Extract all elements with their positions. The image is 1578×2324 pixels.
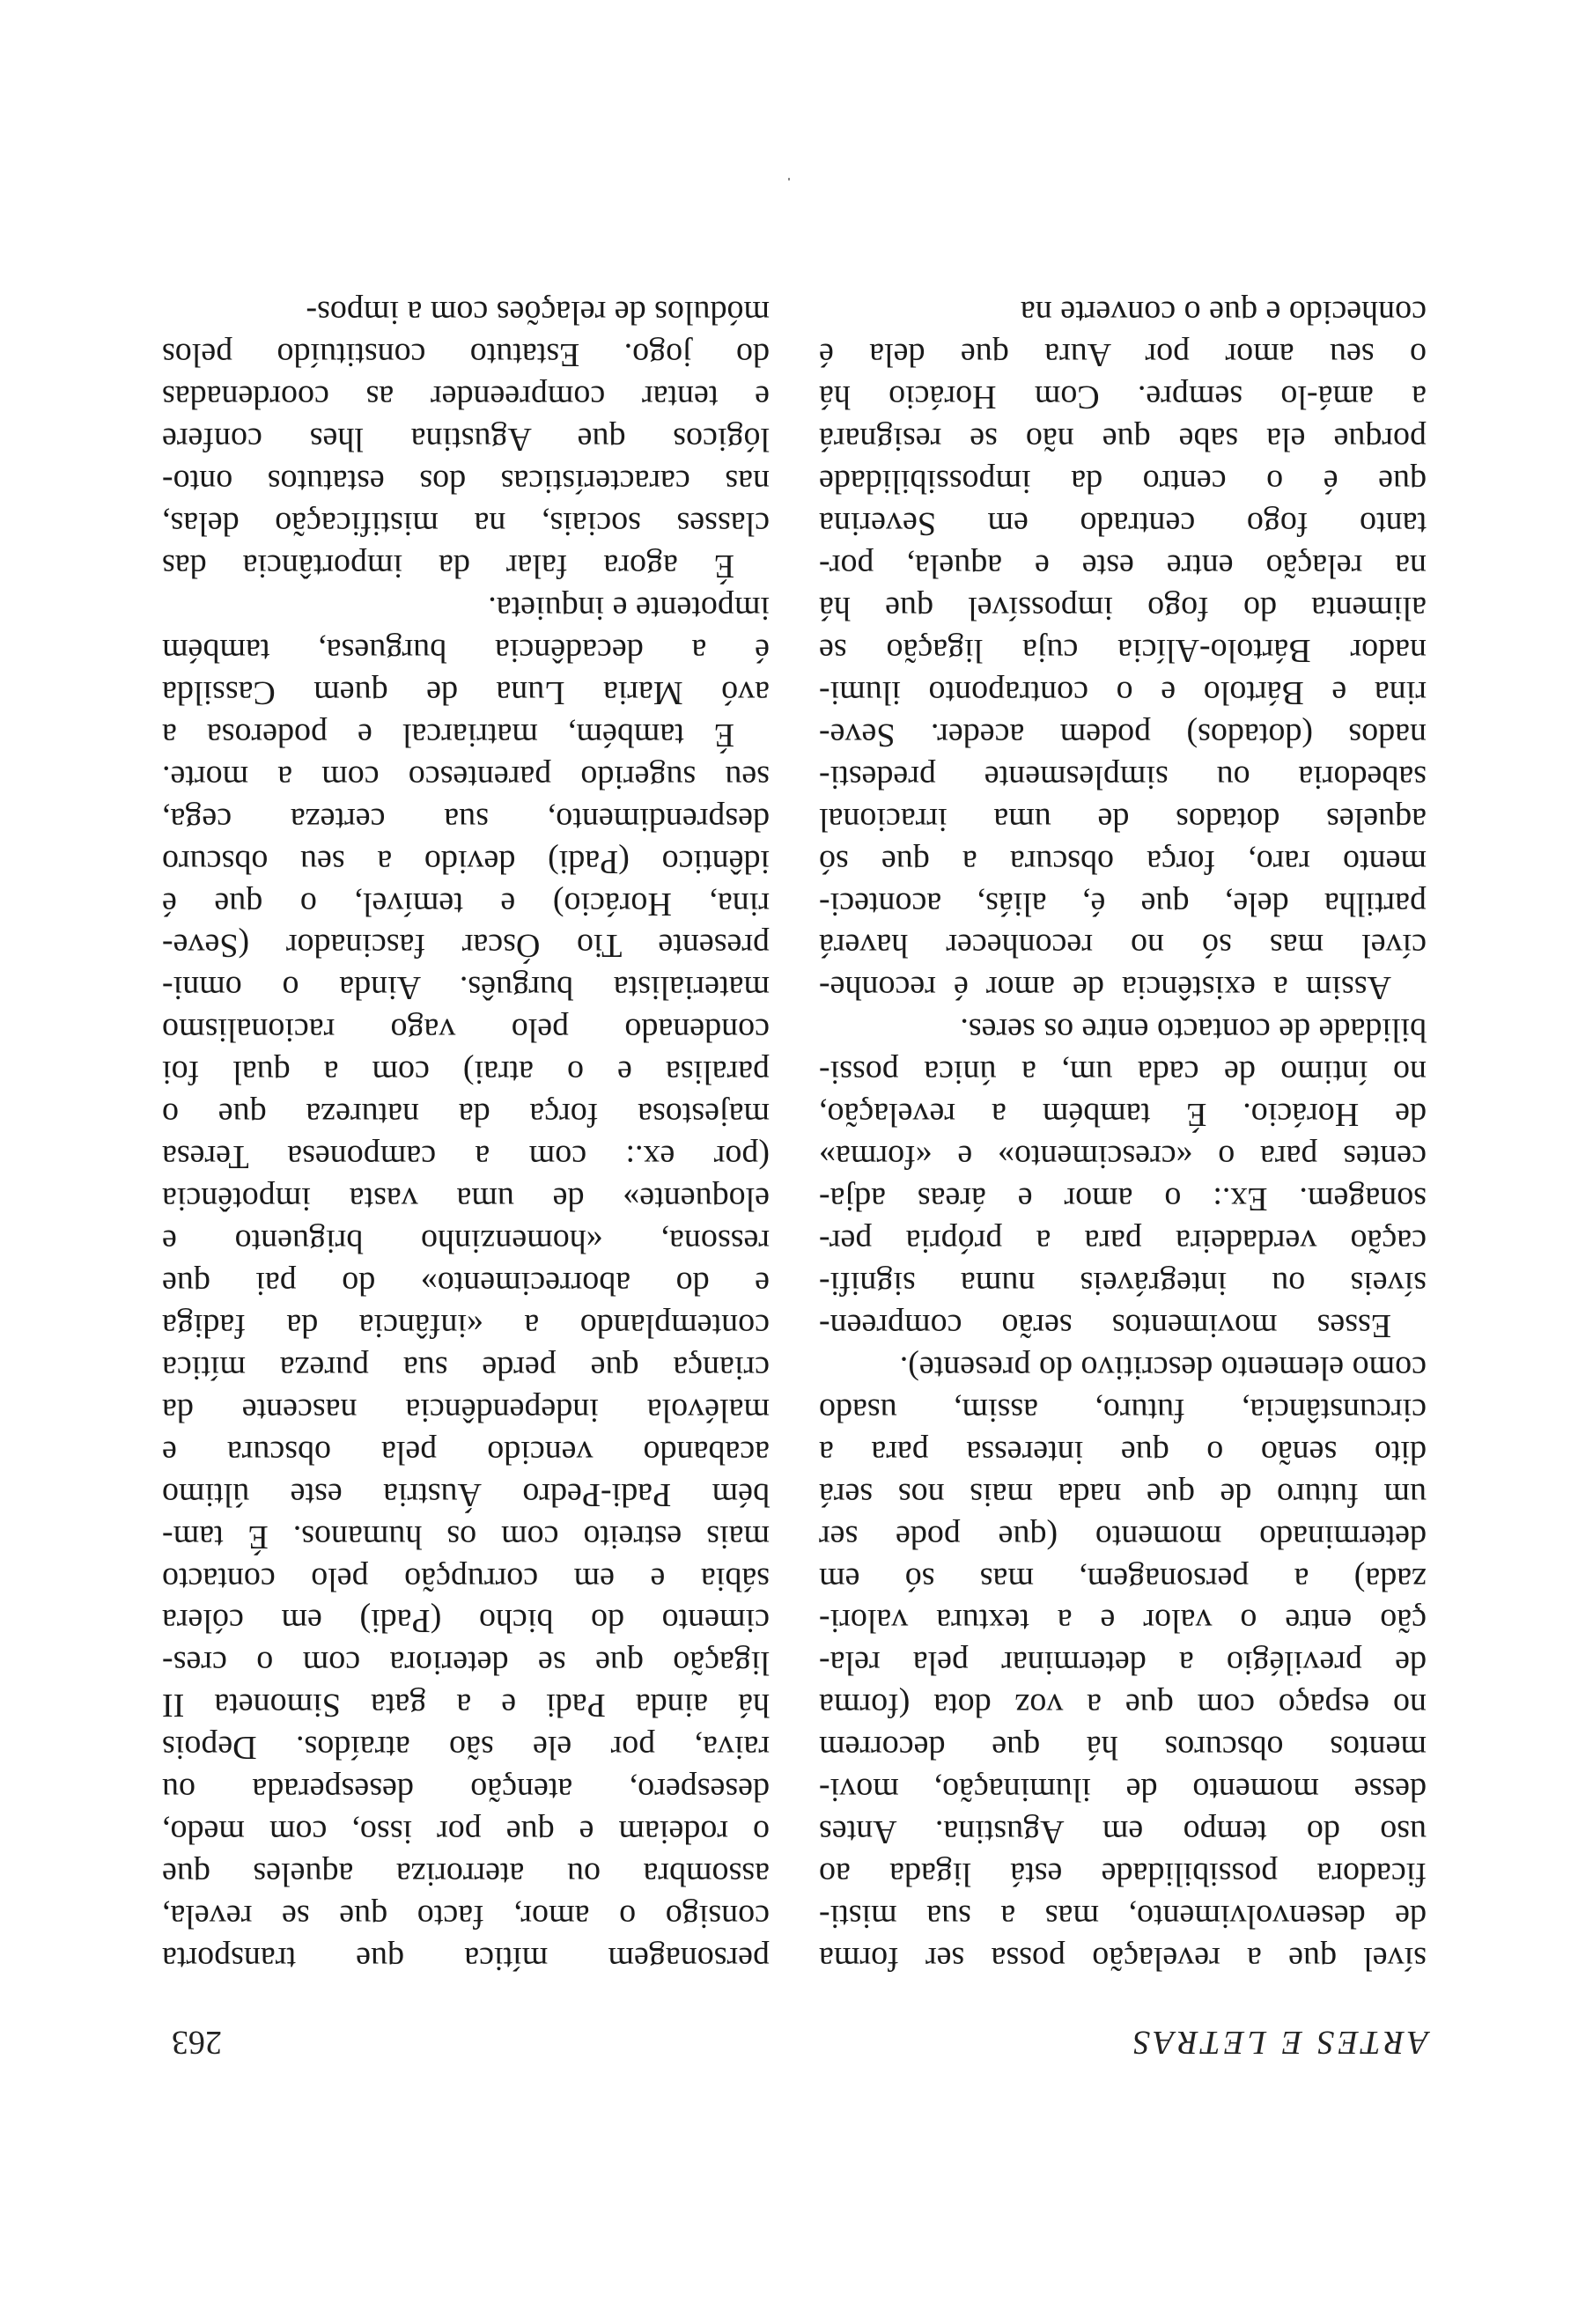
text-line: majestosa força da natureza que o xyxy=(162,1096,770,1134)
text-line: criança que perde sua pureza mítica xyxy=(162,1349,770,1386)
text-line: uso do tempo em Agustina. Antes xyxy=(819,1813,1427,1851)
text-line: É agora falar da importância das xyxy=(162,548,734,585)
text-line: de desenvolvimento, mas a sua misti- xyxy=(819,1898,1427,1936)
text-line: partilha dele, que é, aliás, aconteci- xyxy=(819,885,1427,923)
text-line: rina e Bártolo e o contraponto ilumi- xyxy=(819,673,1427,711)
page-number: 263 xyxy=(172,2024,222,2061)
text-line: sabedoria ou simplesmente predesti- xyxy=(819,758,1427,796)
text-line: há ainda Padi e a gata Simoneta II xyxy=(162,1687,770,1725)
text-line: ficadora possibilidade está ligada ao xyxy=(819,1856,1427,1894)
text-line: rina, Horácio) e temível, o que é xyxy=(162,885,770,923)
text-line: aqueles dotados de uma irracional xyxy=(819,800,1427,838)
text-line: bilidade de contacto entre os seres. xyxy=(960,1011,1427,1049)
text-line: classes sociais, na mistificação delas, xyxy=(162,505,770,543)
text-line: no espaço com que a voz dota (forma xyxy=(819,1687,1427,1725)
text-line: sível que a revelação possa ser forma xyxy=(819,1940,1427,1977)
text-line: um futuro de que nada mais nos será xyxy=(819,1475,1427,1513)
text-line: mentos obscuros há que decorrem xyxy=(819,1729,1427,1767)
text-line: de Horácio. É também a revelação, xyxy=(819,1096,1427,1134)
text-line: síveis ou integráveis numa signifi- xyxy=(819,1265,1427,1302)
text-line: o seu amor por Aura que dela é xyxy=(819,336,1427,374)
text-line: conhecido e que o converte na xyxy=(1020,294,1427,332)
text-line: sonagem. Ex.: o amor e áreas adja- xyxy=(819,1180,1427,1218)
text-line: Esses movimentos serão compreen- xyxy=(819,1306,1391,1344)
text-line: paralisa e o atrai) com a qual foi xyxy=(162,1054,770,1092)
text-line: cação verdadeira para a própria per- xyxy=(819,1223,1427,1261)
text-line: contemplando a «infância da fadiga xyxy=(162,1306,770,1344)
text-line: materialista burguês. Ainda o omni- xyxy=(162,969,770,1007)
text-line: e tentar compreender as coordenadas xyxy=(162,379,770,416)
text-line: mento raro, força obscura a que só xyxy=(819,842,1427,880)
text-line: como elemento descritivo do presente). xyxy=(899,1349,1427,1386)
text-line: tanto fogo centrado em Severina xyxy=(819,505,1427,543)
text-line: nados (dotados) podem aceder. Seve- xyxy=(819,716,1427,754)
scan-speck xyxy=(788,178,790,180)
text-line: módulos de relações com a impos- xyxy=(306,294,770,332)
text-line: é a decadência burguesa, também xyxy=(162,631,770,669)
text-line: sábia e em corrupção pelo contacto xyxy=(162,1560,770,1598)
text-line: É também, matriarcal e poderosa a xyxy=(162,716,734,754)
text-line: raiva, por ele são atraídos. Depois xyxy=(162,1729,770,1767)
text-line: que é o centro da impossibilidade xyxy=(819,463,1427,501)
text-line: de previlégio a determinar pela rela- xyxy=(819,1644,1427,1682)
text-line: dito senão o que interessa para a xyxy=(819,1433,1427,1471)
text-line: impotente e inquieta. xyxy=(488,590,770,627)
text-line: determinado momento (que pode ser xyxy=(819,1518,1427,1555)
text-line: acabando vencido pela obscura e xyxy=(162,1433,770,1471)
text-column-left xyxy=(819,291,1427,1980)
text-line: centes para o «crescimento» e «forma» xyxy=(819,1138,1427,1176)
text-line: e do aborrecimento» do pai que xyxy=(162,1265,770,1302)
text-line: cível mas só no reconhecer haverá xyxy=(819,927,1427,965)
text-line: do jogo. Estatuto constituído pelos xyxy=(162,336,770,374)
running-head: ARTES E LETRAS xyxy=(1130,2024,1428,2061)
text-line: cimento do bicho (Padi) em cólera xyxy=(162,1602,770,1640)
text-line: idêntico (Padi) devido a seu obscuro xyxy=(162,842,770,880)
text-line: porque ela sabe que não se resignará xyxy=(819,421,1427,459)
text-line: nador Bártolo-Alícia cuja ligação se xyxy=(819,631,1427,669)
text-line: alimenta do fogo impossível que há xyxy=(819,590,1427,627)
text-line: mais estreito com os humanos. É tam- xyxy=(162,1518,770,1555)
text-line: bém Padi-Pedro Áustria este último xyxy=(162,1475,770,1513)
text-line: na relação entre este e aquela, por- xyxy=(819,548,1427,585)
text-line: circunstância, futuro, assim, usado xyxy=(819,1391,1427,1429)
text-line: lógicos que Agustina lhes confere xyxy=(162,421,770,459)
text-line: Assim a existência de amor é reconhe- xyxy=(819,969,1391,1007)
text-line: seu sugerido parentesco com a morte. xyxy=(162,758,770,796)
text-line: ligação que se deteriora com o cres- xyxy=(162,1644,770,1682)
text-line: ressona, «homenzinho briguento e xyxy=(162,1223,770,1261)
text-line: nas características dos estatutos onto- xyxy=(162,463,770,501)
text-line: ção entre o valor e a textura valori- xyxy=(819,1602,1427,1640)
text-line: presente Tio Óscar fascinador (Seve- xyxy=(162,927,770,965)
text-line: a amá-lo sempre. Com Horácio há xyxy=(819,379,1427,416)
text-line: avó Maria Luna de quem Cassilda xyxy=(162,673,770,711)
text-column-right xyxy=(162,291,770,1980)
text-line: consigo o amor, facto que se revela, xyxy=(162,1898,770,1936)
text-line: desprendimento, sua certeza cega, xyxy=(162,800,770,838)
text-line: desespero, atenção desesperada ou xyxy=(162,1771,770,1809)
text-line: desse momento de iluminação, movi- xyxy=(819,1771,1427,1809)
text-line: o rodeiam e que por isso, com medo, xyxy=(162,1813,770,1851)
text-line: eloquente» de uma vasta impotência xyxy=(162,1180,770,1218)
text-line: no íntimo de cada um, a única possi- xyxy=(819,1054,1427,1092)
text-line: malévola independência nascente da xyxy=(162,1391,770,1429)
text-line: (por ex.: com a camponesa Teresa xyxy=(162,1138,770,1176)
text-line: personagem mítica que transporta xyxy=(162,1940,770,1977)
text-line: zada) a personagem, mas só em xyxy=(819,1560,1427,1598)
text-line: assombra ou aterroriza aqueles que xyxy=(162,1856,770,1894)
text-line: condenado pelo vago racionalismo xyxy=(162,1011,770,1049)
